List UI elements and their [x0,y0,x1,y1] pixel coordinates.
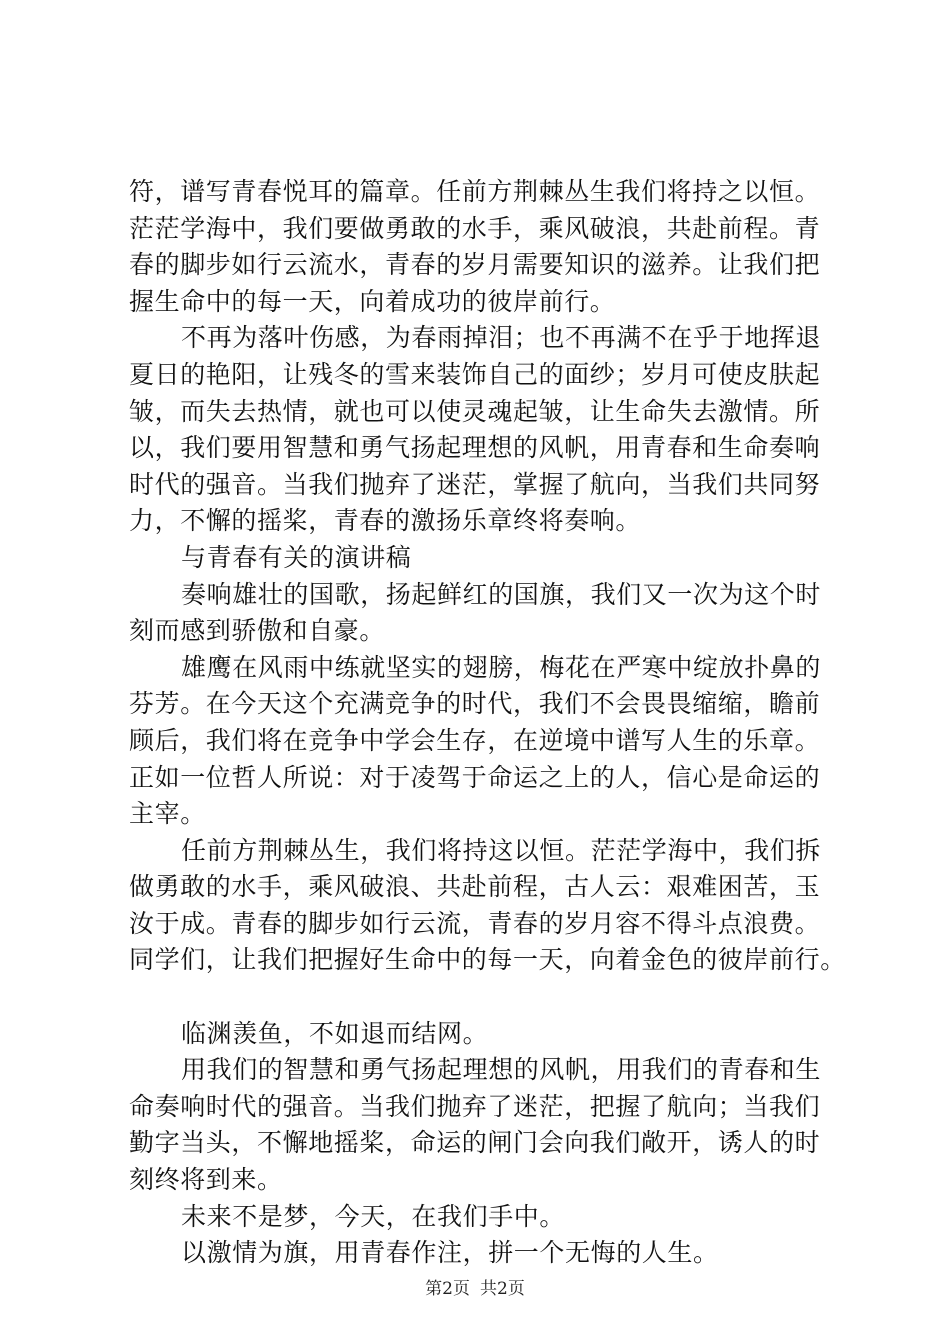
paragraph-first-line: 不再为落叶伤感，为春雨掉泪；也不再满不在乎于地挥退 [181,323,822,353]
text-line: 做勇敢的水手，乘风破浪、共赴前程，古人云：艰难困苦，玉 [129,872,821,902]
text-line: 春的脚步如行云流水，青春的岁月需要知识的滋养。让我们把 [129,250,821,280]
page-footer [0,1277,950,1301]
paragraph-first-line: 任前方荆棘丛生，我们将持这以恒。茫茫学海中，我们拆 [181,835,822,865]
paragraph-first-line: 雄鹰在风雨中练就坚实的翅膀，梅花在严寒中绽放扑鼻的 [181,652,822,682]
text-line: 茫茫学海中，我们要做勇敢的水手，乘风破浪，共赴前程。青 [129,213,821,243]
page-total: 共2页 [480,1279,525,1299]
text-line: 刻而感到骄傲和自豪。 [129,616,386,646]
paragraph-first-line: 未来不是梦，今天，在我们手中。 [181,1201,566,1231]
text-line: 同学们，让我们把握好生命中的每一天，向着金色的彼岸前行。 [129,945,846,975]
text-line: 以，我们要用智慧和勇气扬起理想的风帆，用青春和生命奏响 [129,433,821,463]
text-line: 时代的强音。当我们抛弃了迷茫，掌握了航向，当我们共同努 [129,469,821,499]
text-line: 力，不懈的摇桨，青春的激扬乐章终将奏响。 [129,506,642,536]
text-line: 正如一位哲人所说：对于凌驾于命运之上的人，信心是命运的 [129,762,821,792]
text-line: 汝于成。青春的脚步如行云流，青春的岁月容不得斗点浪费。 [129,908,821,938]
text-line: 符，谱写青春悦耳的篇章。任前方荆棘丛生我们将持之以恒。 [129,177,821,206]
blank-line [129,979,849,1016]
text-line: 皱，而失去热情，就也可以使灵魂起皱，让生命失去激情。所 [129,396,821,426]
section-heading: 与青春有关的演讲稿 [181,542,412,572]
text-line: 主宰。 [129,799,206,829]
text-line: 命奏响时代的强音。当我们抛弃了迷茫，把握了航向；当我们 [129,1091,821,1121]
document-body [129,174,849,1272]
paragraph-first-line: 临渊羡鱼，不如退而结网。 [181,1018,489,1048]
text-line: 勤字当头，不懈地摇桨，命运的闸门会向我们敞开，诱人的时 [129,1128,821,1158]
text-line: 握生命中的每一天，向着成功的彼岸前行。 [129,286,616,316]
text-line: 芬芳。在今天这个充满竞争的时代，我们不会畏畏缩缩，瞻前 [129,689,821,719]
page-number: 第2页 [425,1279,470,1299]
text-line: 夏日的艳阳，让残冬的雪来装饰自己的面纱；岁月可使皮肤起 [129,359,821,389]
text-line: 顾后，我们将在竞争中学会生存，在逆境中谱写人生的乐章。 [129,725,821,755]
text-line: 刻终将到来。 [129,1165,283,1195]
paragraph-first-line: 奏响雄壮的国歌，扬起鲜红的国旗，我们又一次为这个时 [181,579,822,609]
paragraph-first-line: 用我们的智慧和勇气扬起理想的风帆，用我们的青春和生 [181,1055,822,1085]
paragraph-first-line: 以激情为旗，用青春作注，拼一个无悔的人生。 [181,1238,719,1268]
